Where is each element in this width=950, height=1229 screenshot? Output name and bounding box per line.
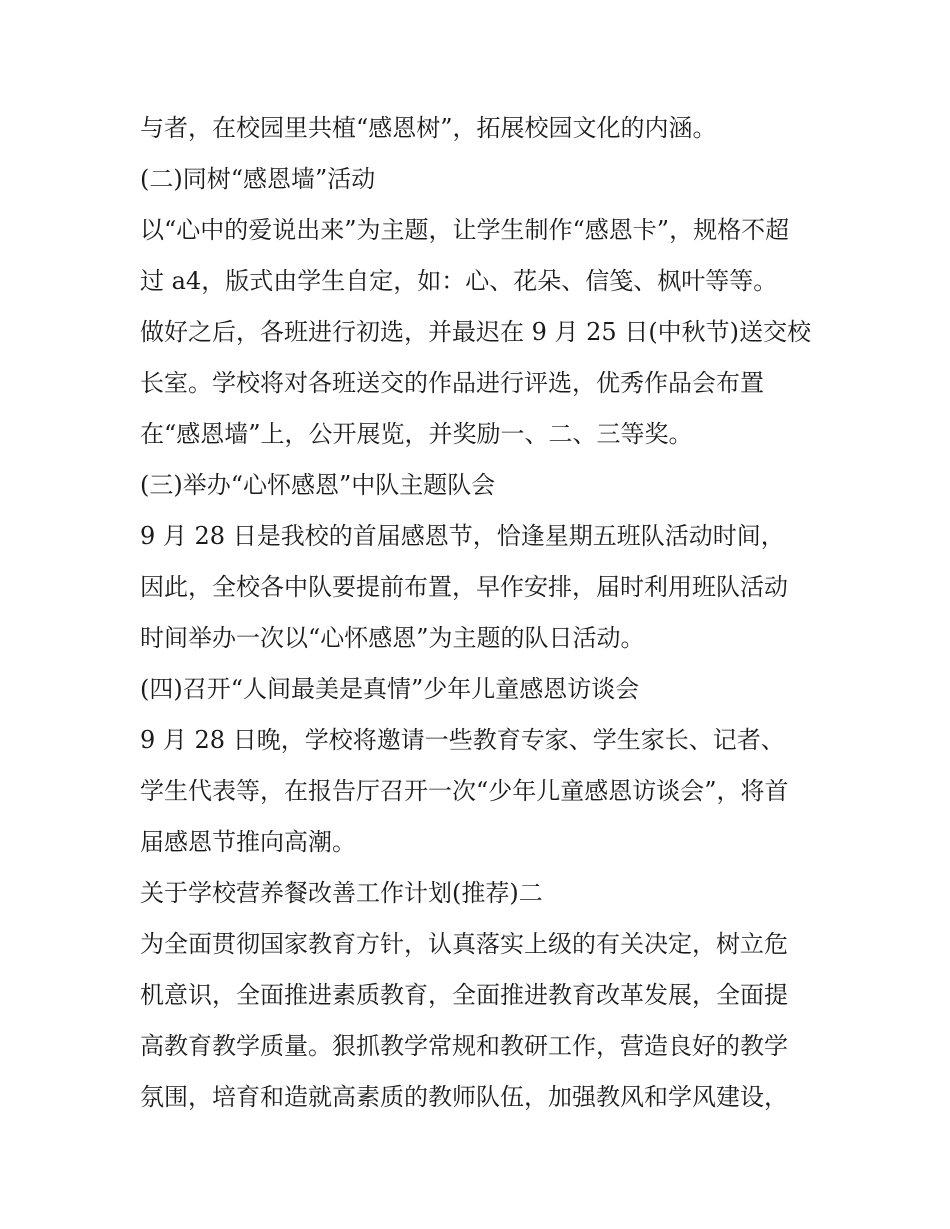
text-line: 氛围，培育和造就高素质的教师队伍，加强教风和学风建设， bbox=[140, 1083, 788, 1111]
text-line: 在“感恩墙”上，公开展览，并奖励一、二、三等奖。 bbox=[140, 420, 693, 448]
text-line: 9 月 28 日是我校的首届感恩节，恰逢星期五班队活动时间， bbox=[140, 522, 785, 550]
section-heading: (三)举办“心怀感恩”中队主题队会 bbox=[140, 471, 496, 499]
text-line: 过 a4，版式由学生自定，如：心、花朵、信笺、枫叶等等。 bbox=[140, 267, 778, 295]
text-line: 与者，在校园里共植“感恩树”，拓展校园文化的内涵。 bbox=[140, 114, 717, 142]
text-line: 届感恩节推向高潮。 bbox=[140, 828, 356, 856]
text-line: 长室。学校将对各班送交的作品进行评选，优秀作品会布置 bbox=[140, 369, 764, 397]
text-line: 做好之后，各班进行初选，并最迟在 9 月 25 日(中秋节)送交校 bbox=[140, 318, 812, 346]
document-title: 关于学校营养餐改善工作计划(推荐)二 bbox=[140, 879, 543, 907]
body-text bbox=[140, 103, 830, 1123]
text-line: 为全面贯彻国家教育方针，认真落实上级的有关决定，树立危 bbox=[140, 930, 788, 958]
section-heading: (四)召开“人间最美是真情”少年儿童感恩访谈会 bbox=[140, 675, 640, 703]
text-line: 9 月 28 日晚，学校将邀请一些教育专家、学生家长、记者、 bbox=[140, 726, 785, 754]
text-line: 学生代表等，在报告厅召开一次“少年儿童感恩访谈会”，将首 bbox=[140, 777, 789, 805]
section-heading: (二)同树“感恩墙”活动 bbox=[140, 165, 376, 193]
text-line: 机意识，全面推进素质教育，全面推进教育改革发展，全面提 bbox=[140, 981, 788, 1009]
text-line: 以“心中的爱说出来”为主题，让学生制作“感恩卡”，规格不超 bbox=[140, 216, 790, 244]
text-line: 因此，全校各中队要提前布置，早作安排，届时利用班队活动 bbox=[140, 573, 788, 601]
text-line: 时间举办一次以“心怀感恩”为主题的队日活动。 bbox=[140, 624, 645, 652]
text-line: 高教育教学质量。狠抓教学常规和教研工作，营造良好的教学 bbox=[140, 1032, 788, 1060]
